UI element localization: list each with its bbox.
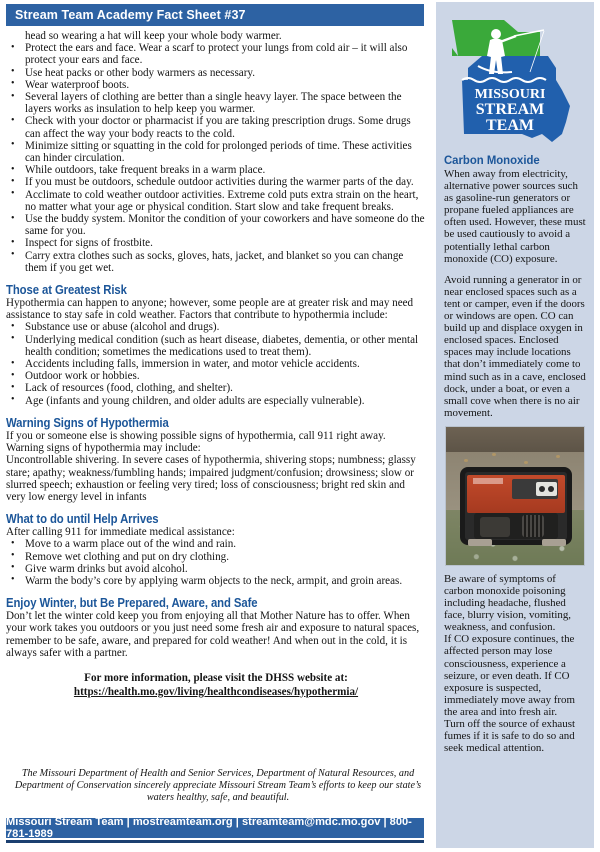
dhss-website-link[interactable]: https://health.mo.gov/living/healthcondiseases/hypothermia/ bbox=[73, 685, 359, 698]
continued-paragraph: head so wearing a hat will keep your whole body warmer. bbox=[25, 30, 282, 42]
list-item: • Remove wet clothing and put on dry clothing. bbox=[6, 551, 426, 563]
list-item: • Inspect for signs of frostbite. bbox=[6, 237, 426, 249]
list-item: • Carry extra clothes such as socks, gloves, hats, jacket, and blanket so you can change them if you get wet. bbox=[6, 250, 426, 274]
footer-bar bbox=[6, 818, 424, 838]
photo-leaf bbox=[524, 461, 528, 464]
generator-foot bbox=[468, 539, 492, 546]
generator-brand-label bbox=[473, 478, 503, 484]
list-item: • Outdoor work or hobbies. bbox=[6, 370, 426, 382]
list-item: • Lack of resources (food, clothing, and shelter). bbox=[6, 382, 426, 394]
photo-leaf bbox=[464, 459, 468, 462]
sidebar-heading-carbon-monoxide: Carbon Monoxide bbox=[444, 153, 540, 167]
footer-rule bbox=[6, 840, 424, 843]
list-item: • Substance use or abuse (alcohol and drugs). bbox=[6, 321, 426, 333]
missouri-stream-team-logo bbox=[444, 10, 586, 150]
generator-foot bbox=[542, 539, 566, 546]
cta-line: For more information, please visit the DHSS website at: bbox=[84, 671, 348, 684]
generator-fan-housing bbox=[522, 515, 544, 537]
help-arrives-list bbox=[6, 538, 426, 587]
generator-photo bbox=[445, 426, 585, 566]
photo-leaf bbox=[492, 453, 496, 456]
logo-line-3: TEAM bbox=[486, 117, 534, 134]
list-item: • Wear waterproof boots. bbox=[6, 79, 426, 91]
list-item: • Move to a warm place out of the wind and rain. bbox=[6, 538, 426, 550]
section-heading-enjoy-winter: Enjoy Winter, but Be Prepared, Aware, and Safe bbox=[6, 596, 258, 611]
section-heading-warning-signs: Warning Signs of Hypothermia bbox=[6, 415, 169, 430]
section-intro-enjoy-winter: Don’t let the winter cold keep you from enjoying all that Mother Nature has to offer. When your work takes you outdoors or you just need some fresh air and exposure to natural spaces, remember to be safe, aware, and prepared for cold weather! And when out in the cold, it is always safer with a partner. bbox=[6, 610, 420, 659]
cold-weather-tips-list bbox=[6, 42, 426, 274]
section-heading-greatest-risk: Those at Greatest Risk bbox=[6, 283, 127, 298]
generator-outlets bbox=[536, 482, 557, 496]
main-content bbox=[6, 30, 426, 699]
more-information-block bbox=[6, 672, 426, 699]
list-item: • Give warm drinks but avoid alcohol. bbox=[6, 563, 426, 575]
sidebar-paragraph-1: When away from electricity, alternative power sources such as gasoline-run generators or propane fueled appliances are often used. However, these must be used cautiously to avoid a potentially lethal carbon monoxide (CO) exposure. bbox=[444, 168, 586, 265]
sidebar-paragraph-3: Be aware of symptoms of carbon monoxide poisoning including headache, flushed face, blurry vision, vomiting, weakness, and confusion. bbox=[444, 572, 572, 634]
section-intro-greatest-risk: Hypothermia can happen to anyone; however, some people are at greater risk and may need assistance to stay safe in cold weather. Factors that contribute to hypothermia include: bbox=[6, 297, 414, 322]
generator-outlet bbox=[539, 486, 545, 492]
generator-engine-block bbox=[480, 517, 510, 537]
header-bar bbox=[6, 4, 424, 26]
section-intro-warning-signs: If you or someone else is showing possible signs of hypothermia, call 911 right away. Warning signs of hypothermia may include: bbox=[6, 429, 386, 455]
list-item: • If you must be outdoors, schedule outdoor activities during the warmer parts of the day. bbox=[6, 176, 426, 188]
section-heading-help-arrives: What to do until Help Arrives bbox=[6, 512, 159, 527]
list-item: • Accidents including falls, immersion in water, and motor vehicle accidents. bbox=[6, 358, 426, 370]
section-intro-help-arrives: After calling 911 for immediate medical assistance: bbox=[6, 526, 235, 539]
list-item: • Several layers of clothing are better than a single heavy layer. The space between the layers works as insulation to help keep you warmer. bbox=[6, 91, 426, 115]
generator-outlet bbox=[548, 486, 554, 492]
page-title: Stream Team Academy Fact Sheet #37 bbox=[15, 8, 246, 22]
sidebar-spacer bbox=[444, 265, 586, 274]
logo-line-1: MISSOURI bbox=[474, 87, 546, 102]
sidebar-paragraph-4: If CO exposure continues, the affected person may lose consciousness, experience a seizure, or even death. If CO exposure is suspected, immediately move away from the area and into fresh air. bbox=[444, 633, 575, 718]
list-item: • Underlying medical condition (such as heart disease, diabetes, dementia, or other mental health condition; sometimes the medications used to treat them). bbox=[6, 334, 426, 358]
sidebar-paragraph-2: Avoid running a generator in or near enclosed spaces such as a tent or camper, even if the doors or windows are open. CO can build up and displace oxygen in enclosed spaces. Enclosed spaces may include locations that don’t immediately come to mind such as in a cave, enclosed dock, under a boat, or even a small cove when there is no air movement. bbox=[444, 273, 586, 419]
list-item: • Use heat packs or other body warmers as necessary. bbox=[6, 67, 426, 79]
greatest-risk-list bbox=[6, 321, 426, 406]
list-item: • Warm the body’s core by applying warm objects to the neck, armpit, and groin areas. bbox=[6, 575, 426, 587]
sidebar-paragraph-5: Turn off the source of exhaust fumes if it is safe to do so and seek medical attention. bbox=[444, 718, 575, 755]
logo-line-2: STREAM bbox=[475, 101, 545, 118]
section-body-warning-signs: Uncontrollable shivering. In severe cases of hypothermia, shivering stops; numbness; glassy stare; apathy; weakness/fumbling hands; impaired judgment/confusion; drowsiness; slow or slurred speech; exhaustion or feeling very tired; loss of consciousness; bright red skin and very low energy level in infants bbox=[6, 454, 416, 503]
logo-graphic bbox=[444, 10, 586, 150]
list-item: • Use the buddy system. Monitor the condition of your coworkers and have someone do the same for you. bbox=[6, 213, 426, 237]
list-item: • Check with your doctor or pharmacist if you are taking prescription drugs. Some drugs can affect the way your body reacts to the cold. bbox=[6, 115, 426, 139]
sidebar bbox=[436, 2, 594, 848]
list-item: • While outdoors, take frequent breaks in a warm place. bbox=[6, 164, 426, 176]
list-item: • Age (infants and young children, and older adults are especially vulnerable). bbox=[6, 395, 426, 407]
list-item: • Protect the ears and face. Wear a scarf to protect your lungs from cold air – it will also protect your ears and face. bbox=[6, 42, 426, 66]
list-item: • Acclimate to cold weather outdoor activities. Extreme cold puts extra strain on the heart, no matter what your age or physical condition. Start slow and take frequent breaks. bbox=[6, 189, 426, 213]
agency-credit-text: The Missouri Department of Health and Senior Services, Department of Natural Resources, and Department of Conservation sincerely appreciate Missouri Stream Team’s efforts to keep our state’s waters healthy, safe, and beautiful. bbox=[14, 768, 422, 803]
list-item: • Minimize sitting or squatting in the cold for prolonged periods of time. These activities can hinder circulation. bbox=[6, 140, 426, 164]
footer-contact-text: Missouri Stream Team | mostreamteam.org | streamteam@mdc.mo.gov | 800-781-1989 bbox=[6, 816, 412, 840]
photo-leaf bbox=[556, 455, 560, 458]
photo-background-fence bbox=[446, 427, 584, 455]
